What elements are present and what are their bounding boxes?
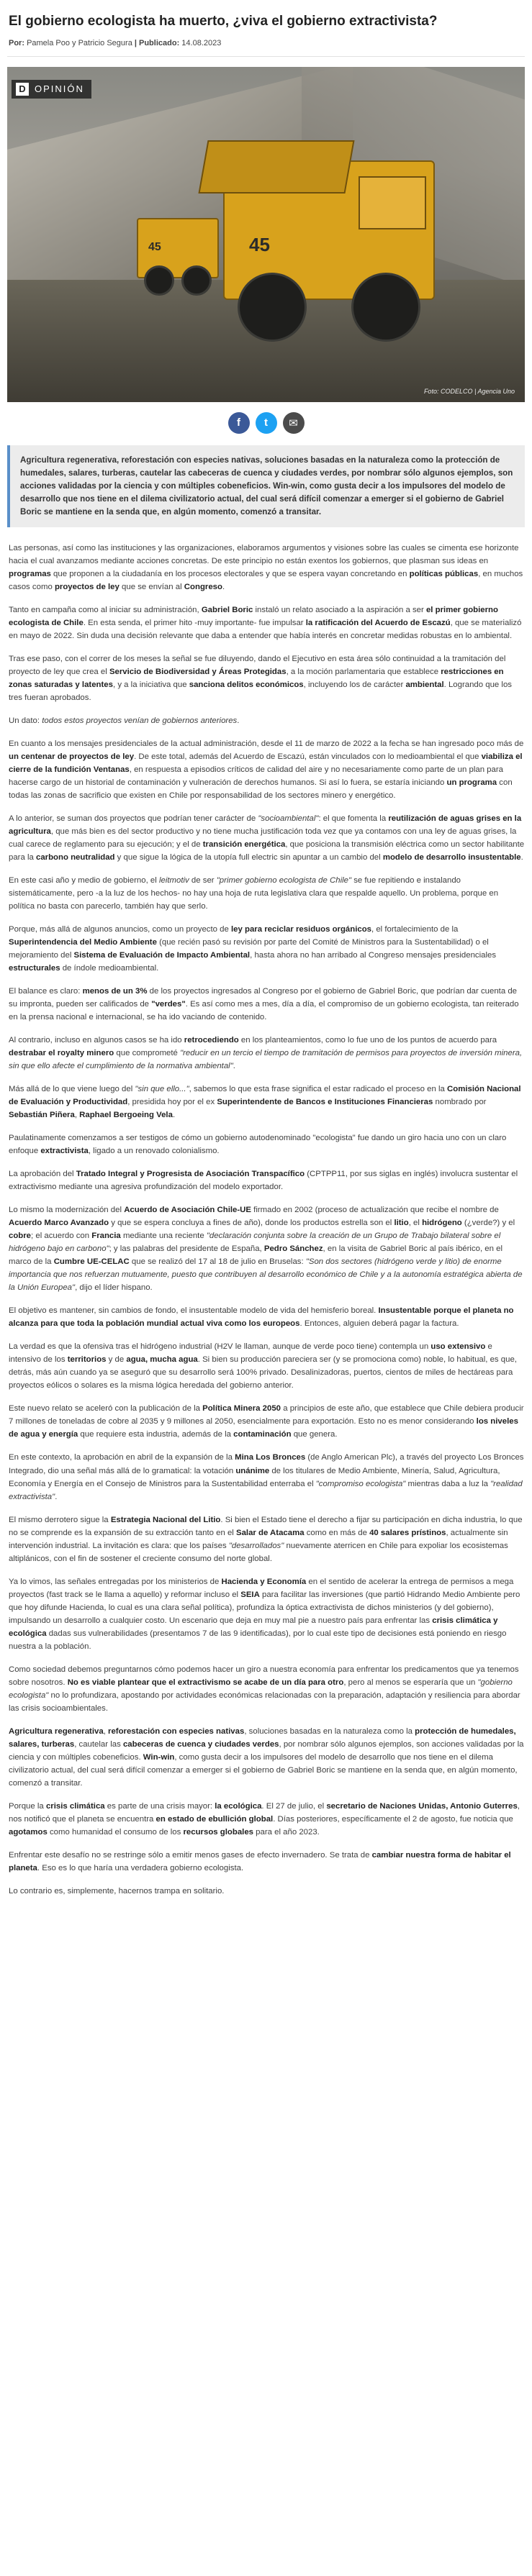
text-run: . — [222, 582, 225, 591]
bold-text: cambiar nuestra forma de habitar el planeta — [9, 1850, 511, 1872]
text-run: (que recién pasó su revisión por parte del Comité de Ministros para la Sustentabilidad) o el mejoramiento del — [9, 937, 489, 960]
article-paragraph — [9, 714, 525, 727]
bold-text: la ecológica — [215, 1801, 262, 1811]
truck-bed — [198, 140, 354, 194]
bold-text: No es viable plantear que el extractivismo se acabe de un día para otro — [67, 1678, 344, 1687]
text-run: . Si bien su producción pareciera ser (y se promociona como) noble, lo habitual, es que, detrás, más aún cuando ya se aseguró que su desarrollo será 100% privado. Desalinizadoras, puertos, cientos de miles de hectáreas para proyectos eólicos o solares es la misma lógica heredada del gobierno anterior. — [9, 1355, 517, 1391]
text-run: Al contrario, incluso en algunos casos se ha ido — [9, 1036, 184, 1045]
article-paragraph — [9, 1132, 525, 1157]
bold-text: agotamos — [9, 1827, 48, 1837]
text-run: Más allá de lo que viene luego del — [9, 1085, 135, 1094]
photo-credit: Foto: CODELCO | Agencia Uno — [423, 387, 515, 395]
bold-text: cobre — [9, 1232, 32, 1241]
bold-text: crisis climática — [45, 1801, 105, 1811]
bold-text: menos de un 3% — [82, 987, 148, 996]
truck-wheel — [351, 273, 420, 342]
share-bar — [7, 412, 525, 434]
facebook-share-button[interactable] — [228, 412, 250, 434]
text-run: se fue repitiendo e instalando sistemáticamente, pero -a la luz de los hechos- no hay una hoja de ruta legislativa clara que respalde aquello. Un problema, porque en política no basta con parecerlo, también hay que serlo. — [9, 875, 499, 911]
bold-text: Francia — [91, 1232, 121, 1241]
text-run: para facilitar las inversiones (que partió Hidrando Medio Ambiente pero que hoy difunde Hacienda, lo cual es una clara señal política), profundiza la óptica extractivista de dichos ministerios (y del gobierno), impulsando un desarrollo a cualquier costo. Un escenario que deja en muy mal pie a nuestro país para enfrentar las — [9, 1590, 520, 1625]
article-paragraph — [9, 604, 525, 642]
text-run: La aprobación del — [9, 1170, 76, 1179]
divider — [7, 56, 525, 57]
bold-text: un centenar de proyectos de ley — [9, 752, 135, 761]
text-run: de ser — [189, 875, 217, 885]
bold-text: territorios — [67, 1355, 107, 1365]
italic-text: "declaración conjunta sobre la creación de un Grupo de Trabajo bilateral sobre el hidrógeno bajo en carbono" — [9, 1232, 501, 1254]
italic-text: "gobierno ecologista" — [9, 1678, 513, 1700]
text-run: a principios de este año, que establece que Chile debiera producir 7 millones de toneladas de cobre al 2035 y 9 millones al 2050, esencialmente para exportación. Esto no es menor considerando — [9, 1404, 524, 1426]
italic-text: leitmotiv — [158, 875, 189, 885]
article-paragraph — [9, 1203, 525, 1294]
text-run: e intensivo de los — [9, 1342, 492, 1365]
text-run: Ya lo vimos, las señales entregadas por los ministerios de — [9, 1577, 222, 1586]
twitter-share-button[interactable] — [256, 412, 277, 434]
article-paragraph — [9, 923, 525, 975]
text-run: . El 27 de julio, el — [261, 1801, 327, 1811]
article-paragraph — [9, 1849, 525, 1875]
bold-text: Agricultura regenerativa — [9, 1726, 104, 1736]
bold-text: Acuerdo Marco Avanzado — [9, 1219, 109, 1228]
text-run: Como sociedad debemos preguntarnos cómo podemos hacer un giro a nuestra economía para enfrentar los predicamentos que ya tenemos sobre nosotros. — [9, 1665, 519, 1687]
bold-text: Pedro Sánchez — [263, 1244, 323, 1254]
bold-text: proyectos de ley — [54, 582, 120, 591]
text-run: , ligado a un renovado colonialismo. — [88, 1147, 220, 1156]
text-run: , presidida hoy por el ex — [127, 1098, 217, 1107]
text-run: Tanto en campaña como al iniciar su administración, — [9, 605, 202, 614]
bold-text: Gabriel Boric — [201, 605, 253, 614]
bold-text: Win-win — [143, 1752, 175, 1762]
text-run: (de Anglo American Plc), a través del proyecto Los Bronces Integrado, dio una señal más allá de lo gramatical: la votación — [9, 1453, 524, 1475]
article-title: El gobierno ecologista ha muerto, ¿viva el gobierno extractivista? — [9, 14, 438, 29]
bold-text: Tratado Integral y Progresista de Asociación Transpacífico — [76, 1170, 305, 1179]
article-paragraph — [9, 1168, 525, 1193]
mining-truck-small — [137, 218, 219, 278]
bold-text: Sebastián Piñera — [9, 1111, 75, 1120]
article-paragraph — [9, 1514, 525, 1565]
article-paragraph — [9, 1340, 525, 1392]
text-run: , en respuesta a episodios críticos de calidad del aire y no necesariamente como parte de un plan para hacerse cargo de un historial de contaminación y vulneración de derechos humanos. Si así lo fuera, se estaría iniciando — [9, 765, 503, 787]
bold-text: el primer gobierno ecologista de Chile — [9, 605, 498, 627]
text-run: (CPTPP11, por sus siglas en inglés) involucra sustentar el extractivismo mediante una agresiva profundización del modelo exportador. — [9, 1170, 518, 1192]
text-run: , soluciones basadas en la naturaleza como la — [244, 1726, 415, 1736]
bold-text: Raphael Bergoeing Vela — [79, 1111, 173, 1120]
bold-text: restricciones en zonas saturadas y latentes — [9, 667, 504, 689]
text-run: El mismo derrotero sigue la — [9, 1515, 111, 1524]
text-run: , que se materializó en mayo de 2022. Sin duda una decisión relevante que daba a entender que había interés en concretar medidas robustas en lo ambiental. — [9, 618, 522, 640]
bold-text: reutilización de aguas grises en la agricultura — [9, 814, 522, 836]
bold-text: SEIA — [240, 1590, 260, 1599]
byline — [9, 39, 525, 47]
text-run: , dijo el líder hispano. — [75, 1283, 153, 1293]
text-run: : el que fomenta la — [318, 814, 389, 823]
text-run: , incluyendo los de carácter — [303, 680, 406, 689]
text-run: . Eso es lo que haría una verdadera gobierno ecologista. — [37, 1863, 244, 1872]
bold-text: ley para reciclar residuos orgánicos — [231, 924, 372, 934]
bold-text: Cumbre UE-CELAC — [53, 1257, 130, 1267]
bold-text: Política Minera 2050 — [202, 1404, 281, 1414]
bold-text: la ratificación del Acuerdo de Escazú — [305, 618, 451, 627]
text-run: En cuanto a los mensajes presidenciales de la actual administración, desde el 11 de marzo de 2022 a la fecha se han ingresado poco más de — [9, 739, 524, 748]
bold-text: retrocediendo — [184, 1036, 239, 1045]
bold-text: secretario de Naciones Unidas, Antonio Guterres — [326, 1801, 518, 1811]
bold-text: recursos globales — [183, 1827, 253, 1837]
text-run: nombrado por — [433, 1098, 487, 1107]
opinion-badge — [12, 80, 91, 99]
twitter-icon: t — [264, 417, 268, 429]
article-paragraph — [9, 1663, 525, 1715]
text-run: es parte de una crisis mayor: — [104, 1801, 215, 1811]
bold-text: políticas públicas — [409, 569, 479, 578]
text-run: que proponen a la ciudadanía en los procesos electorales y que se espera vayan concretando en — [50, 569, 410, 578]
bold-text: cabeceras de cuenca y ciudades verdes — [122, 1739, 279, 1749]
text-run: , el fortalecimiento de la — [371, 924, 459, 934]
text-run: de los proyectos ingresados al Congreso por el gobierno de Gabriel Boric, que podrían dar cuenta de su impronta, pueden ser calificados de — [9, 987, 517, 1009]
text-run: El balance es claro: — [9, 987, 83, 996]
article-paragraph — [9, 812, 525, 864]
article-paragraph — [9, 1451, 525, 1503]
bold-text: Salar de Atacama — [235, 1528, 305, 1537]
text-run: para el año 2023. — [253, 1827, 320, 1837]
italic-text: "primer gobierno ecologista de Chile" — [216, 875, 352, 885]
article-paragraph — [9, 737, 525, 802]
bold-text: "verdes" — [151, 1000, 186, 1009]
text-run: Las personas, así como las instituciones y las organizaciones, elaboramos argumentos y visiones sobre las cuales se cimenta ese horizonte hacia el cual avanzamos mediante acciones concretas. De este principio no están exentos los gobiernos, que plasman sus ideas en — [9, 543, 519, 565]
bold-text: Mina Los Bronces — [235, 1453, 306, 1462]
authors[interactable]: Pamela Poo y Patricio Segura — [27, 38, 132, 47]
bold-text: modelo de desarrollo insustentable — [382, 852, 521, 862]
bold-text: transición energética — [202, 839, 286, 849]
text-run: , en muchos casos como — [9, 569, 523, 591]
publish-date: 14.08.2023 — [181, 38, 222, 47]
text-run: , sabemos lo que esta frase significa el estar radicado el proceso en la — [189, 1085, 448, 1094]
bold-text: los niveles de agua y energía — [9, 1417, 518, 1439]
bold-text: programas — [9, 569, 51, 578]
text-run: y que sigue la lógica de la utopía full electric sin apuntar a un cambio del — [114, 852, 383, 862]
text-run: . De este total, además del Acuerdo de Escazú, están vinculados con lo medioambiental el que — [134, 752, 482, 761]
italic-text: "realidad extractivista" — [9, 1479, 523, 1501]
text-run: firmado en 2002 (proceso de actualización que recibe el nombre de — [251, 1206, 499, 1215]
text-run: y que se espera concluya a fines de año), donde los productos estrella son el — [109, 1219, 395, 1228]
text-run: , el — [408, 1219, 423, 1228]
article-paragraph — [9, 652, 525, 704]
article-paragraph — [9, 1885, 525, 1898]
text-run: , actualmente sin intervención industrial. La invitación es clara: que los países — [9, 1528, 508, 1550]
bold-text: Estrategia Nacional del Litio — [110, 1515, 221, 1524]
truck-number: 45 — [148, 240, 161, 253]
bold-text: ambiental — [405, 680, 444, 689]
text-run: dadas sus vulnerabilidades (presentamos 7 de las 9 identificadas), por lo cual este tipo de decisiones está poniendo en riesgo nuestra a la población. — [9, 1629, 507, 1651]
text-run: que se envían al — [119, 582, 184, 591]
truck-number: 45 — [249, 233, 270, 255]
text-run: La verdad es que la ofensiva tras el hidrógeno industrial (H2V le llaman, aunque de verde poco tiene) contempla un — [9, 1342, 431, 1352]
text-run: que requiere esta industria, además de la — [78, 1430, 234, 1439]
hero-image — [7, 67, 525, 402]
article-paragraph — [9, 1402, 525, 1441]
bold-text: destrabar el royalty minero — [9, 1049, 114, 1058]
truck-wheel — [238, 273, 307, 342]
bold-text: unánime — [235, 1466, 270, 1475]
text-run: , — [103, 1726, 109, 1736]
article-body — [7, 542, 525, 1898]
text-run: , — [74, 1111, 80, 1120]
bold-text: extractivista — [40, 1147, 89, 1156]
text-run: Enfrentar este desafío no se restringe sólo a emitir menos gases de efecto invernadero. Se trata de — [9, 1850, 372, 1860]
text-run: El objetivo es mantener, sin cambios de fondo, el insustentable modelo de vida del hemisferio boreal. — [9, 1306, 379, 1316]
text-run: Porque la — [9, 1801, 46, 1811]
text-run: Un dato: — [9, 716, 42, 725]
italic-text: "socioambiental" — [258, 814, 319, 823]
text-run: en los planteamientos, como lo fue uno de los puntos de acuerdo para — [238, 1036, 497, 1045]
text-run: Paulatinamente comenzamos a ser testigos de cómo un gobierno autodenominado "ecologista" fue dando un giro hacia uno con un claro enfoque — [9, 1134, 507, 1156]
italic-text: todos estos proyectos venían de gobiernos anteriores — [42, 716, 238, 725]
bold-text: uso extensivo — [430, 1342, 486, 1352]
article-paragraph — [9, 1304, 525, 1330]
text-run: , por nombrar sólo algunos ejemplos, son acciones validadas por la ciencia y con múltiples cobeneficios. — [9, 1739, 524, 1762]
email-share-button[interactable] — [283, 412, 305, 434]
text-run: Este nuevo relato se aceleró con la publicación de la — [9, 1404, 203, 1414]
bold-text: un programa — [446, 778, 497, 787]
text-run: ; y las palabras del presidente de España, — [109, 1244, 264, 1254]
italic-text: "compromiso ecologista" — [315, 1479, 406, 1488]
italic-text: "sin que ello..." — [135, 1085, 189, 1094]
bold-text: litio — [394, 1219, 409, 1228]
text-run: Lo contrario es, simplemente, hacernos trampa en solitario. — [9, 1886, 225, 1895]
bold-text: Congreso — [184, 582, 222, 591]
bold-text: 40 salares prístinos — [369, 1528, 446, 1537]
text-run: . Si bien el Estado tiene el derecho a fijar su participación en dicha industria, lo que no se comprende es la expansión de su extracción tanto en el — [9, 1515, 523, 1537]
italic-text: "Son dos sectores (hidrógeno verde y litio) de enorme importancia que nos refuerzan mutuamente, puesto que contribuyen al desarrollo económico de Chile y a la autonomía estratégica abierta de la Unión Europea" — [9, 1257, 523, 1293]
text-run: . — [172, 1111, 176, 1120]
article-paragraph — [9, 1083, 525, 1121]
bold-text: Superintendencia del Medio Ambiente — [9, 937, 157, 947]
bold-text: sanciona delitos económicos — [189, 680, 304, 689]
email-icon: ✉ — [289, 417, 298, 429]
truck-wheel — [144, 265, 174, 296]
text-run: , pero al menos se esperaría que un — [343, 1678, 478, 1687]
text-run: , que más bien es del sector productivo y no tiene mucha justificación toda vez que ya contamos con una ley de aguas grises, la cual carece de reglamento para su ejecución; y el de — [9, 827, 517, 849]
bold-text: Superintendente de Bancos e Instituciones Financieras — [217, 1098, 433, 1107]
text-run: , cautelar las — [74, 1739, 123, 1749]
text-run: . En esta senda, el primer hito -muy importante- fue impulsar — [83, 618, 306, 627]
article-lead: Agricultura regenerativa, reforestación con especies nativas, soluciones basadas en la naturaleza como la protección de humedales, salares, turberas, cautelar las cabeceras de cuenca y ciudades verdes, por nombrar sólo algunos ejemplos, son acciones validadas por la ciencia y con múltiples cobeneficios. Win-win, como gusta decir a los impulsores del modelo de desarrollo que nos tiene en el dilema civilizatorio actual, del cual será difícil comenzar a emerger si el gobierno de Gabriel Boric se mantiene en la senda que, en algún momento, comenzó a transitar. — [7, 445, 525, 527]
date-prefix: | Publicado: — [132, 38, 182, 47]
text-run: Tras ese paso, con el correr de los meses la señal se fue diluyendo, dando el Ejecutivo en esta área sólo continuidad a la tramitación del proyecto de ley que crea el — [9, 654, 506, 676]
text-run: , que posiciona la transmisión eléctrica como un sector habilitante para la — [9, 839, 525, 862]
bold-text: reforestación con especies nativas — [108, 1726, 245, 1736]
article-paragraph — [9, 985, 525, 1024]
text-run: que genera. — [291, 1430, 338, 1439]
text-run: Lo mismo la modernización del — [9, 1206, 125, 1215]
text-run: . Entonces, alguien deberá pagar la factura. — [299, 1319, 459, 1329]
text-run: en el sentido de acelerar la entrega de permisos a mega proyectos (fast track se le llama a aquello) y reformar incluso el — [9, 1577, 514, 1599]
bold-text: agua, mucha agua — [126, 1355, 198, 1365]
text-run: , nos notificó que el planeta se encuentra — [9, 1801, 520, 1824]
text-run: . Días posteriores, específicamente el 2 de agosto, fue noticia que — [273, 1814, 513, 1824]
bold-text: crisis climática y ecológica — [9, 1616, 498, 1638]
bold-text: Hacienda y Economía — [221, 1577, 307, 1586]
bold-text: Insustentable porque el planeta no alcanza para que toda la población mundial actual viva como los europeos — [9, 1306, 514, 1329]
text-run: no lo profundizara, apostando por actividades económicas relacionadas con la preparación, adaptación y resiliencia para abordar las crisis socioambientales. — [9, 1690, 520, 1713]
bold-text: Acuerdo de Asociación Chile-UE — [124, 1206, 251, 1215]
text-run: . — [233, 1062, 235, 1071]
bold-text: Comisión Nacional de Evaluación y Productividad — [9, 1085, 521, 1107]
article-paragraph — [9, 874, 525, 913]
italic-text: "desarrollados" — [228, 1541, 284, 1550]
bold-text: viabiliza el cierre de la fundición Ventanas — [9, 752, 523, 774]
article-paragraph — [9, 1575, 525, 1653]
text-run: que comprometé — [114, 1049, 181, 1058]
text-run: , como gusta decir a los impulsores del modelo de desarrollo que nos tiene en el dilema civilizatorio actual, del cual será difícil comenzar a emerger si el gobierno de Gabriel Boric se mantiene en la senda que, en algún momento, comenzó a transitar. — [9, 1752, 518, 1788]
text-run: con todas las zonas de sacrificio que existen en Chile por responsabilidad de los sectores minero y energético. — [9, 778, 513, 800]
text-run: mediante una reciente — [120, 1232, 207, 1241]
text-run: A lo anterior, se suman dos proyectos que podrían tener carácter de — [9, 814, 258, 823]
text-run: . — [520, 852, 523, 862]
text-run: nuevamente aterricen en Chile para expoliar los ecosistemas altiplánicos, con el fin de sostener el creciente consumo del norte global. — [9, 1541, 508, 1563]
bold-text: carbono neutralidad — [36, 852, 115, 862]
site-logo-icon: D — [16, 83, 29, 96]
text-run: . Logrando que los tres fueran aprobados. — [9, 680, 512, 702]
section-label: OPINIÓN — [35, 83, 84, 95]
article-paragraph — [9, 542, 525, 593]
mining-truck-big — [223, 160, 435, 300]
truck-cab — [359, 176, 426, 229]
text-run: . — [237, 716, 240, 725]
text-run: , a la moción parlamentaria que establece — [286, 667, 441, 676]
text-run: , hasta ahora no han arribado al Congreso mensajes presidenciales — [250, 951, 497, 960]
text-run: ; el acuerdo con — [31, 1232, 92, 1241]
text-run: . Es así como mes a mes, día a día, el compromiso de un gobierno ecologista, tan reiterado en la prensa nacional e internacional, se ha ido vaciando de contenido. — [9, 1000, 519, 1022]
text-run: . — [55, 1492, 58, 1501]
bold-text: estructurales — [9, 964, 60, 973]
byline-prefix: Por: — [9, 38, 27, 47]
text-run: y de — [106, 1355, 127, 1365]
text-run: mientras daba a luz la — [405, 1479, 491, 1488]
text-run: de índole medioambiental. — [60, 964, 159, 973]
text-run: como en más de — [304, 1528, 370, 1537]
article-paragraph — [9, 1725, 525, 1790]
bold-text: hidrógeno — [422, 1219, 462, 1228]
text-run: (¿verde?) y el — [461, 1219, 515, 1228]
text-run: de los titulares de Medio Ambiente, Minería, Salud, Agricultura, Economía y Energía en el Consejo de Ministros para la Sustentabilidad enterraba el — [9, 1466, 500, 1488]
bold-text: protección de humedales, salares, turberas — [9, 1726, 516, 1749]
bold-text: contaminación — [233, 1430, 292, 1439]
text-run: En este casi año y medio de gobierno, el — [9, 875, 159, 885]
text-run: como humanidad el consumo de los — [47, 1827, 184, 1837]
facebook-icon: f — [237, 417, 240, 429]
bold-text: Servicio de Biodiversidad y Áreas Protegidas — [109, 667, 287, 676]
italic-text: "reducir en un tercio el tiempo de tramitación de permisos para proyectos de inversión minera, sin que ello afecte el cumplimiento de la normativa ambiental" — [9, 1049, 523, 1071]
text-run: que se realizó del 17 al 18 de julio en Bruselas: — [129, 1257, 306, 1267]
truck-wheel — [181, 265, 212, 296]
text-run: Porque, más allá de algunos anuncios, como un proyecto de — [9, 924, 232, 934]
bold-text: Sistema de Evaluación de Impacto Ambiental — [73, 951, 251, 960]
text-run: instaló un relato asociado a la aspiración a ser — [253, 605, 426, 614]
article-paragraph — [9, 1034, 525, 1073]
article-paragraph — [9, 1800, 525, 1839]
bold-text: en estado de ebullición global — [155, 1814, 274, 1824]
text-run: En este contexto, la aprobación en abril de la expansión de la — [9, 1453, 235, 1462]
text-run: , en la visita de Gabriel Boric al país ibérico, en el marco de la — [9, 1244, 503, 1267]
text-run: , y a la iniciativa que — [112, 680, 189, 689]
